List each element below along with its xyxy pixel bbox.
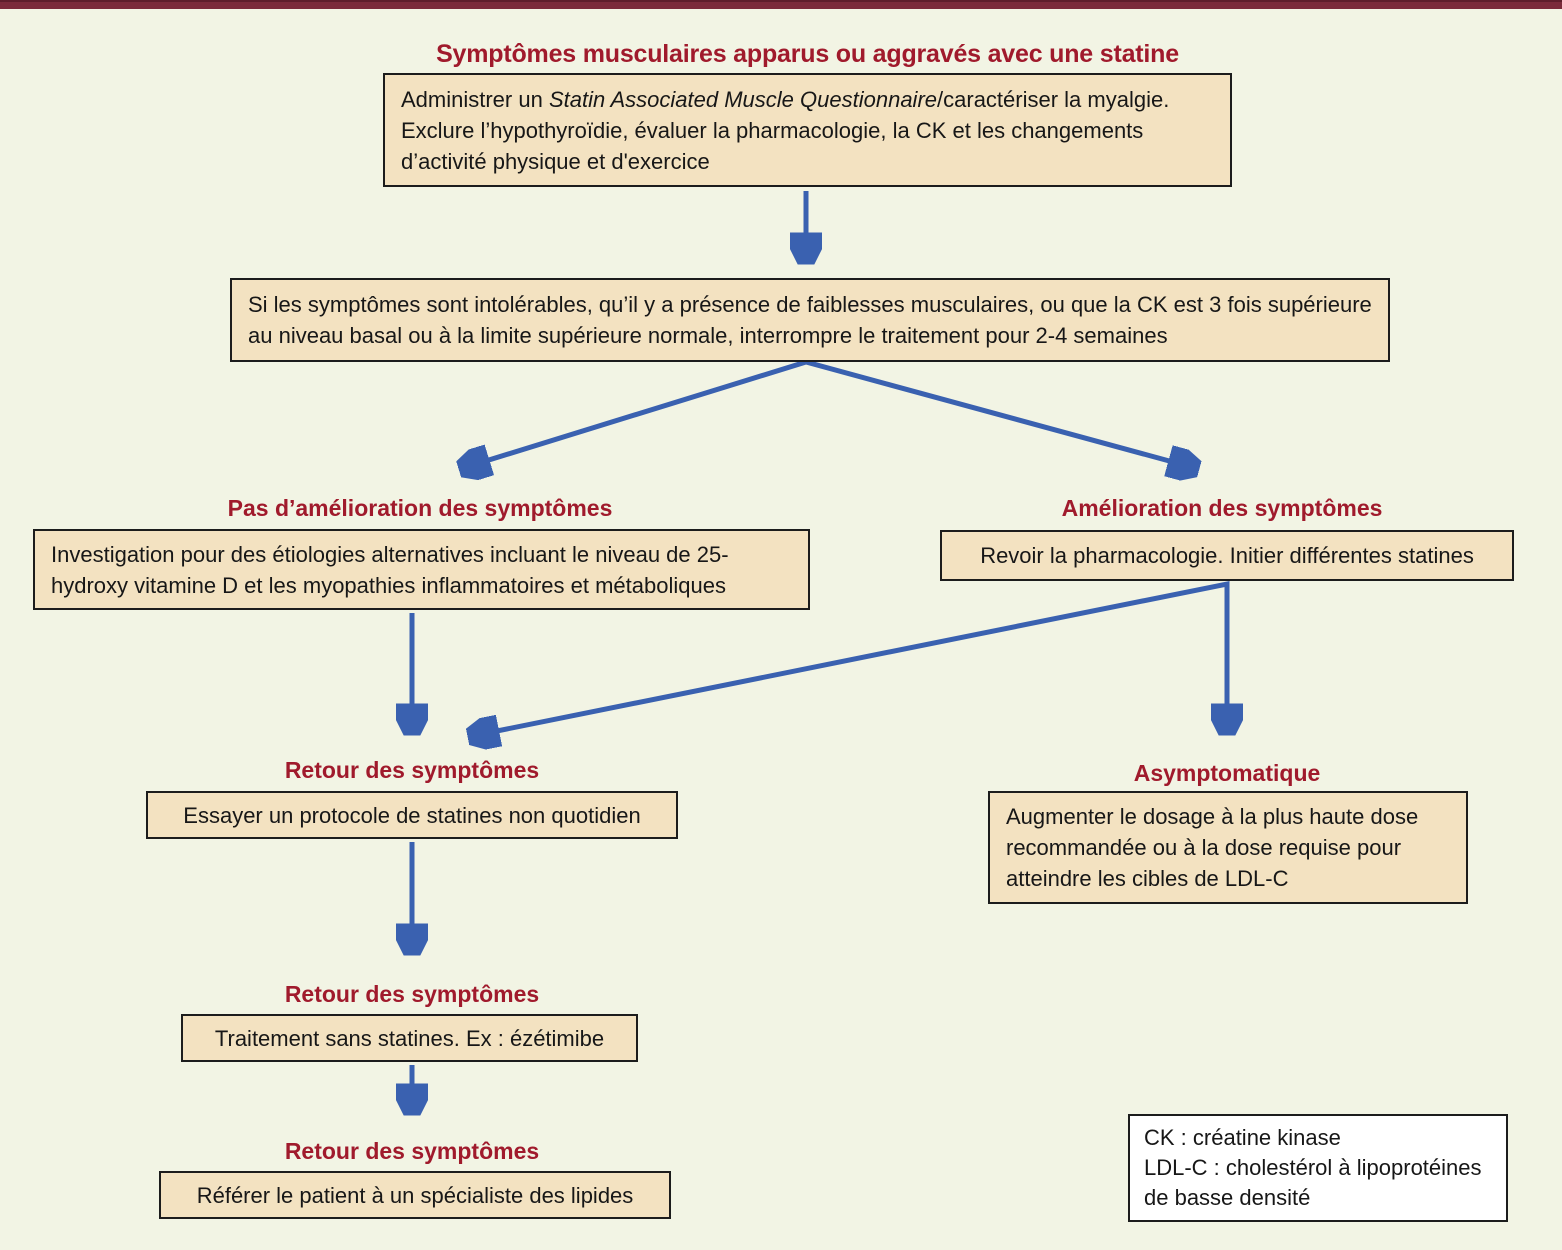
node-interrupt-text: Si les symptômes sont intolérables, qu’il y a présence de faiblesses musculaires, ou que la CK est 3 fois supérieure au niveau basal ou à la limite supérieure normale, interrompre le traitement pour 2-4 semaines (248, 292, 1372, 348)
top-accent-bar (0, 0, 1562, 9)
label-symptom-return-2: Retour des symptômes (284, 981, 540, 1007)
flowchart-title: Symptômes musculaires apparus ou aggravés avec une statine (436, 40, 1179, 68)
label-no-improvement: Pas d’amélioration des symptômes (227, 495, 613, 521)
label-symptom-return-1: Retour des symptômes (284, 757, 540, 783)
node-refer-text: Référer le patient à un spécialiste des lipides (196, 1182, 634, 1208)
label-symptom-return-3: Retour des symptômes (284, 1138, 540, 1164)
legend-ck-definition: CK : créatine kinase (1144, 1125, 1341, 1150)
node-refer-specialist (159, 1171, 671, 1219)
node-review-text: Revoir la pharmacologie. Initier différentes statines (980, 543, 1474, 568)
node-investigation-text: Investigation pour des étiologies alternatives incluant le niveau de 25-hydroxy vitamine D et les myopathies inflammatoires et métaboliques (51, 541, 729, 598)
node-interrupt-treatment (230, 278, 1390, 362)
arrow-split-left-right (463, 362, 1195, 468)
legend-ldlc-definition: LDL-C : cholestérol à lipoprotéines de basse densité (1144, 1155, 1482, 1210)
label-improvement: Amélioration des symptômes (1061, 495, 1383, 521)
node-increase-dose (988, 791, 1468, 904)
assess-text-pre: Administrer un (401, 86, 549, 112)
node-increase-text: Augmenter le dosage à la plus haute dose recommandée ou à la dose requise pour atteindre les cibles de LDL-C (1006, 804, 1419, 891)
node-assess-questionnaire (383, 73, 1232, 187)
node-nonstatin-treatment (181, 1014, 638, 1062)
node-nonstatin-text: Traitement sans statines. Ex : ézétimibe (214, 1025, 605, 1051)
label-asymptomatic: Asymptomatique (1133, 760, 1321, 786)
node-nondaily-text: Essayer un protocole de statines non quotidien (183, 802, 641, 828)
node-review-pharmacology (940, 530, 1514, 581)
assess-text-post: /caractériser la myalgie. Exclure l’hypothyroïdie, évaluer la pharmacologie, la CK et les changements d’activité physique et d'exercice (401, 86, 1170, 174)
node-assess-text (401, 84, 1214, 177)
node-investigation (33, 529, 810, 610)
legend-box (1128, 1114, 1508, 1222)
node-nondaily-statin-protocol (146, 791, 678, 839)
assess-text-italic: Statin Associated Muscle Questionnaire (548, 86, 938, 112)
